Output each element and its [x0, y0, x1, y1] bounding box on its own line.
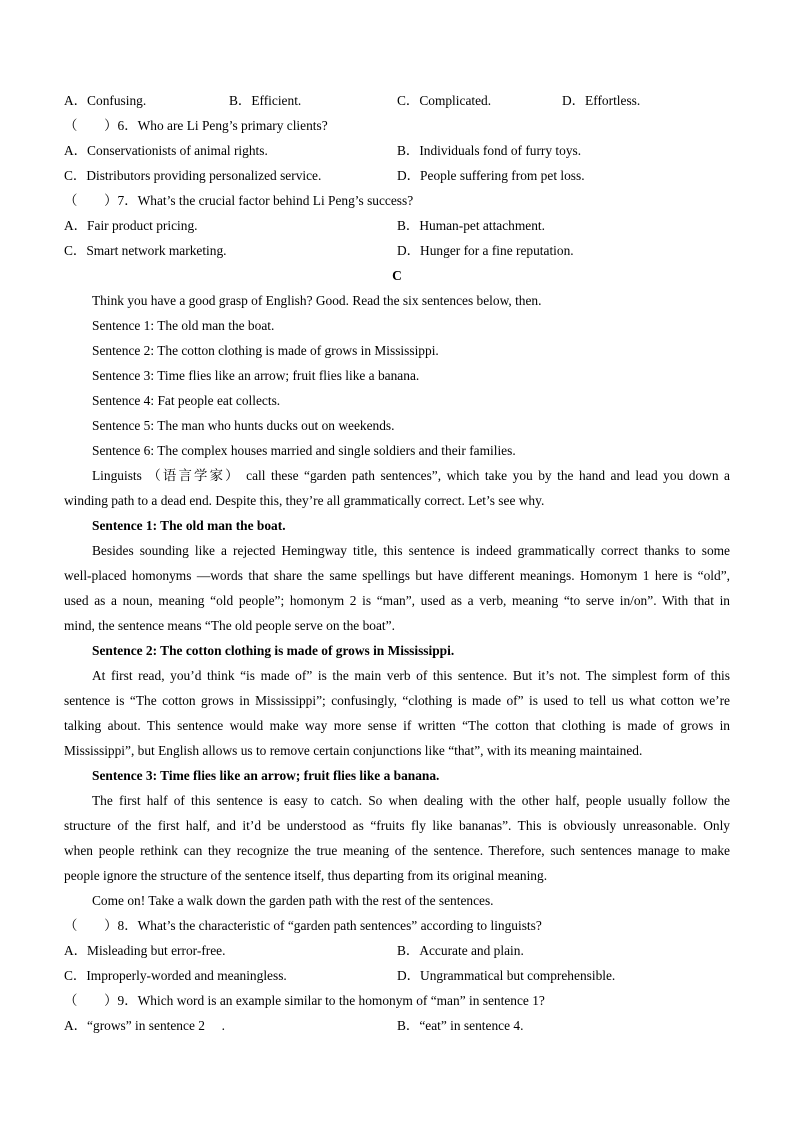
para1-line1: Linguists （语言学家） call these “garden path sentences”, which take you by the hand and lead you down a: [92, 468, 730, 483]
q6-option-c[interactable]: C．Distributors providing personalized service.: [64, 168, 322, 183]
para4-line1: The first half of this sentence is easy to catch. So when dealing with the other half, people usually follow the: [92, 793, 730, 808]
passage-intro: Think you have a good grasp of English? Good. Read the six sentences below, then.: [92, 293, 542, 308]
q6-stem: （ ）6．Who are Li Peng’s primary clients?: [64, 118, 328, 133]
para3-line4: Mississippi”, but English allows us to remove certain conjunctions like “that”, with its meaning maintained.: [64, 743, 643, 758]
q9-options-row1: [64, 1013, 730, 1038]
sentence-3: Sentence 3: Time flies like an arrow; fruit flies like a banana.: [92, 368, 420, 383]
heading-sentence-3: Sentence 3: Time flies like an arrow; fruit flies like a banana.: [92, 768, 440, 783]
q8-options-row2: [64, 963, 730, 988]
q6-option-d[interactable]: D．People suffering from pet loss.: [397, 168, 585, 183]
q7-options-row2: [64, 238, 730, 263]
para4-line3: when people rethink can they recognize the true meaning of the sentence. Therefore, such sentences manage to make: [64, 843, 730, 858]
q5-option-c[interactable]: C．Complicated.: [397, 93, 492, 108]
q8-option-d[interactable]: D．Ungrammatical but comprehensible.: [397, 968, 616, 983]
heading-sentence-1: Sentence 1: The old man the boat.: [92, 518, 286, 533]
para2-line4: mind, the sentence means “The old people serve on the boat”.: [64, 618, 395, 633]
para2-line1: Besides sounding like a rejected Hemingway title, this sentence is indeed grammatically correct thanks to some: [92, 543, 730, 558]
q5-option-d[interactable]: D．Effortless.: [562, 93, 641, 108]
para2-line3: used as a noun, meaning “old people”; homonym 2 is “man”, used as a verb, meaning “to serve in/on”. With that in: [64, 593, 730, 608]
para4-line4: people ignore the structure of the sentence itself, thus departing from its original meaning.: [64, 868, 548, 883]
sentence-6: Sentence 6: The complex houses married and single soldiers and their families.: [92, 443, 516, 458]
q8-stem: （ ）8．What’s the characteristic of “garden path sentences” according to linguists?: [64, 918, 542, 933]
q8-option-a[interactable]: A．Misleading but error-free.: [64, 943, 226, 958]
sentence-2: Sentence 2: The cotton clothing is made of grows in Mississippi.: [92, 343, 439, 358]
q8-options-row1: [64, 938, 730, 963]
q6-option-a[interactable]: A．Conservationists of animal rights.: [64, 143, 268, 158]
q5-option-b[interactable]: B．Efficient.: [229, 93, 302, 108]
q6-options-row2: [64, 163, 730, 188]
para3-line1: At first read, you’d think “is made of” is the main verb of this sentence. But it’s not. The simplest form of this: [92, 668, 730, 683]
para3-line2: sentence is “The cotton grows in Mississippi”; confusingly, “clothing is made of” is used to tell us what cotton we’re: [64, 693, 730, 708]
q6-options-row1: [64, 138, 730, 163]
sentence-5: Sentence 5: The man who hunts ducks out on weekends.: [92, 418, 395, 433]
sentence-4: Sentence 4: Fat people eat collects.: [92, 393, 281, 408]
q7-option-a[interactable]: A．Fair product pricing.: [64, 218, 198, 233]
q7-option-c[interactable]: C．Smart network marketing.: [64, 243, 227, 258]
para5: Come on! Take a walk down the garden path with the rest of the sentences.: [92, 893, 494, 908]
q8-option-b[interactable]: B．Accurate and plain.: [397, 943, 524, 958]
q9-option-a[interactable]: A．“grows” in sentence 2 .: [64, 1018, 226, 1033]
q7-options-row1: [64, 213, 730, 238]
q5-option-a[interactable]: A．Confusing.: [64, 93, 147, 108]
q5-options: [64, 88, 730, 113]
q7-option-d[interactable]: D．Hunger for a fine reputation.: [397, 243, 574, 258]
q7-option-b[interactable]: B．Human-pet attachment.: [397, 218, 545, 233]
q6-option-b[interactable]: B．Individuals fond of furry toys.: [397, 143, 582, 158]
q8-option-c[interactable]: C．Improperly-worded and meaningless.: [64, 968, 287, 983]
q9-stem: （ ）9．Which word is an example similar to the homonym of “man” in sentence 1?: [64, 993, 545, 1008]
para1-line2: winding path to a dead end. Despite this, they’re all grammatically correct. Let’s see why.: [64, 493, 545, 508]
para2-line2: well-placed homonyms —words that share the same spellings but have different meanings. Homonym 1 here is “old”,: [64, 568, 730, 583]
passage-label: C: [392, 268, 402, 283]
para4-line2: structure of the first half, and it’d be understood as “fruits fly like bananas”. This is obviously unreasonable. Only: [64, 818, 730, 833]
heading-sentence-2: Sentence 2: The cotton clothing is made of grows in Mississippi.: [92, 643, 455, 658]
q7-stem: （ ）7．What’s the crucial factor behind Li Peng’s success?: [64, 193, 414, 208]
q9-option-b[interactable]: B．“eat” in sentence 4.: [397, 1018, 524, 1033]
para3-line3: talking about. This sentence would make way more sense if written “The cotton that clothing is made of grows in: [64, 718, 730, 733]
sentence-1: Sentence 1: The old man the boat.: [92, 318, 275, 333]
